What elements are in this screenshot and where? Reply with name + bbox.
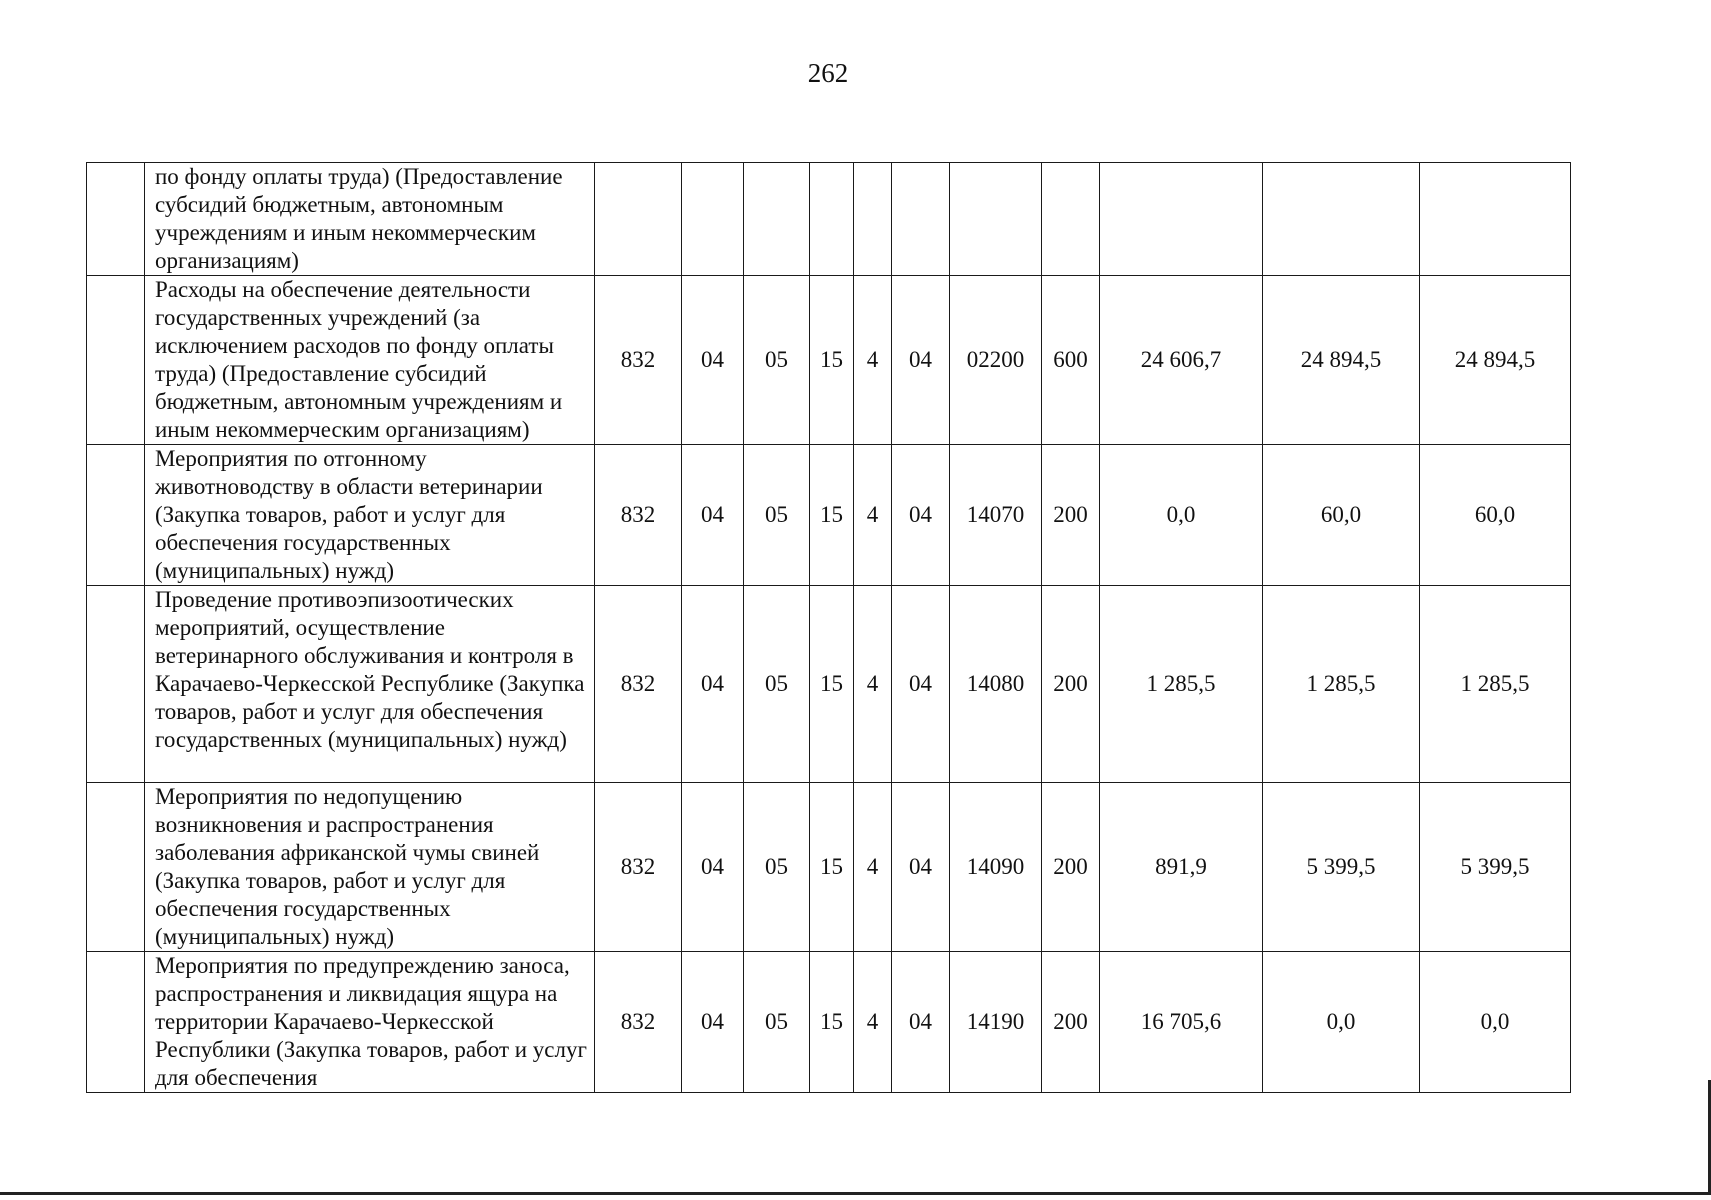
amount-year-2-cell: 0,0 — [1263, 952, 1420, 1093]
ministry-code-cell: 832 — [595, 586, 682, 783]
amount-year-3-cell: 60,0 — [1420, 445, 1571, 586]
budget-table — [86, 162, 1571, 1093]
subprogram-cell: 4 — [854, 586, 892, 783]
table-row — [87, 445, 1571, 586]
direction-cell: 02200 — [950, 276, 1042, 445]
subsection-cell: 05 — [744, 445, 810, 586]
row-number-cell — [87, 586, 145, 783]
amount-year-2-cell: 24 894,5 — [1263, 276, 1420, 445]
activity-cell — [892, 163, 950, 276]
amount-year-2-cell: 1 285,5 — [1263, 586, 1420, 783]
section-cell — [682, 163, 744, 276]
table-row — [87, 586, 1571, 783]
subprogram-cell: 4 — [854, 445, 892, 586]
expense-type-cell: 200 — [1042, 445, 1100, 586]
amount-year-3-cell — [1420, 163, 1571, 276]
section-cell: 04 — [682, 276, 744, 445]
expense-type-cell: 200 — [1042, 586, 1100, 783]
subsection-cell — [744, 163, 810, 276]
subsection-cell: 05 — [744, 952, 810, 1093]
amount-year-2-cell: 5 399,5 — [1263, 783, 1420, 952]
description-cell: Мероприятия по отгонному животноводству в области ветеринарии (Закупка товаров, работ и услуг для обеспечения государственных (муниципальных) нужд) — [145, 445, 595, 586]
amount-year-1-cell: 24 606,7 — [1100, 276, 1263, 445]
row-number-cell — [87, 952, 145, 1093]
amount-year-2-cell: 60,0 — [1263, 445, 1420, 586]
activity-cell: 04 — [892, 783, 950, 952]
program-cell: 15 — [810, 783, 854, 952]
table-row — [87, 783, 1571, 952]
direction-cell: 14080 — [950, 586, 1042, 783]
amount-year-2-cell — [1263, 163, 1420, 276]
amount-year-3-cell: 1 285,5 — [1420, 586, 1571, 783]
description-cell: по фонду оплаты труда) (Предоставление субсидий бюджетным, автономным учреждениям и иным некоммерческим организациям) — [145, 163, 595, 276]
program-cell: 15 — [810, 586, 854, 783]
ministry-code-cell: 832 — [595, 445, 682, 586]
row-number-cell — [87, 163, 145, 276]
amount-year-1-cell: 0,0 — [1100, 445, 1263, 586]
expense-type-cell — [1042, 163, 1100, 276]
activity-cell: 04 — [892, 952, 950, 1093]
activity-cell: 04 — [892, 586, 950, 783]
amount-year-3-cell: 5 399,5 — [1420, 783, 1571, 952]
program-cell: 15 — [810, 276, 854, 445]
table-row — [87, 276, 1571, 445]
row-number-cell — [87, 445, 145, 586]
amount-year-1-cell: 891,9 — [1100, 783, 1263, 952]
direction-cell: 14190 — [950, 952, 1042, 1093]
description-cell: Проведение противоэпизоотических мероприятий, осуществление ветеринарного обслуживания и контроля в Карачаево-Черкесской Республике (Закупка товаров, работ и услуг для обеспечения государственных (муниципальных) нужд) — [145, 586, 595, 783]
subprogram-cell: 4 — [854, 276, 892, 445]
amount-year-3-cell: 24 894,5 — [1420, 276, 1571, 445]
subprogram-cell: 4 — [854, 952, 892, 1093]
table-row — [87, 952, 1571, 1093]
subprogram-cell: 4 — [854, 783, 892, 952]
program-cell: 15 — [810, 952, 854, 1093]
subsection-cell: 05 — [744, 586, 810, 783]
row-number-cell — [87, 276, 145, 445]
expense-type-cell: 200 — [1042, 952, 1100, 1093]
subsection-cell: 05 — [744, 783, 810, 952]
program-cell — [810, 163, 854, 276]
amount-year-1-cell: 16 705,6 — [1100, 952, 1263, 1093]
page-number: 262 — [807, 58, 849, 88]
section-cell: 04 — [682, 783, 744, 952]
expense-type-cell: 200 — [1042, 783, 1100, 952]
subsection-cell: 05 — [744, 276, 810, 445]
description-cell: Мероприятия по предупреждению заноса, распространения и ликвидация ящура на территории Карачаево-Черкесской Республики (Закупка товаров, работ и услуг для обеспечения — [145, 952, 595, 1093]
section-cell: 04 — [682, 952, 744, 1093]
subprogram-cell — [854, 163, 892, 276]
description-cell: Расходы на обеспечение деятельности государственных учреждений (за исключением расходов по фонду оплаты труда) (Предоставление субсидий бюджетным, автономным учреждениям и иным некоммерческим организациям) — [145, 276, 595, 445]
row-number-cell — [87, 783, 145, 952]
ministry-code-cell — [595, 163, 682, 276]
ministry-code-cell: 832 — [595, 783, 682, 952]
section-cell: 04 — [682, 586, 744, 783]
program-cell: 15 — [810, 445, 854, 586]
direction-cell — [950, 163, 1042, 276]
section-cell: 04 — [682, 445, 744, 586]
direction-cell: 14090 — [950, 783, 1042, 952]
ministry-code-cell: 832 — [595, 952, 682, 1093]
amount-year-1-cell: 1 285,5 — [1100, 586, 1263, 783]
activity-cell: 04 — [892, 276, 950, 445]
expense-type-cell: 600 — [1042, 276, 1100, 445]
table-row — [87, 163, 1571, 276]
amount-year-1-cell — [1100, 163, 1263, 276]
amount-year-3-cell: 0,0 — [1420, 952, 1571, 1093]
ministry-code-cell: 832 — [595, 276, 682, 445]
scan-border-bottom — [0, 1192, 1711, 1195]
direction-cell: 14070 — [950, 445, 1042, 586]
description-cell: Мероприятия по недопущению возникновения и распространения заболевания африканской чумы свиней (Закупка товаров, работ и услуг для обеспечения государственных (муниципальных) нужд) — [145, 783, 595, 952]
activity-cell: 04 — [892, 445, 950, 586]
